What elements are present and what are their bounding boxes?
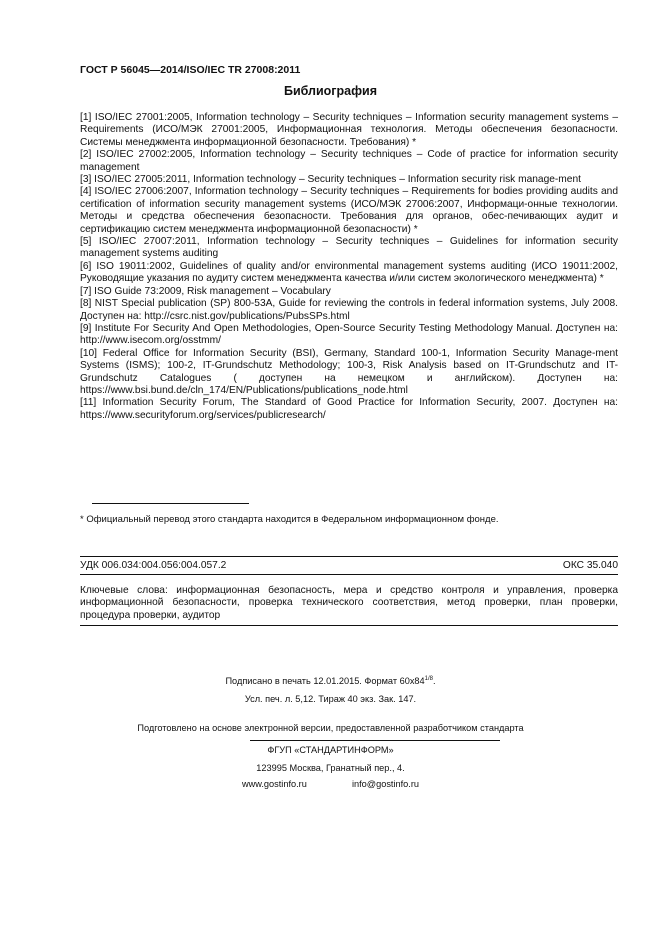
bib-entry: [1] ISO/IEC 27001:2005, Information technology – Security techniques – Information security management systems – Requirements (ИСО/МЭК 27001:2005, Информационная технология. Методы обеспечения безопасности. Системы менеджмента информационной безопасности. Требования) *: [80, 112, 618, 148]
bib-entry: [9] Institute For Security And Open Methodologies, Open-Source Security Testing Methodology Manual. Доступен на: http://www.isecom.org/osstmm/: [80, 322, 618, 347]
udc-bottom-rule: [80, 574, 618, 575]
keywords: Ключевые слова: информационная безопасность, мера и средство контроля и управления, проверка информационной безопасности, проверка технического соответствия, метод проверки, план проверки, процедура проверки, аудитор: [80, 585, 618, 621]
bib-entry: [2] ISO/IEC 27002:2005, Information technology – Security techniques – Code of practice for information security management: [80, 149, 618, 173]
bib-entry: [10] Federal Office for Information Security (BSI), Germany, Standard 100-1, Information Security Manage-ment Systems (ISMS); 100-2, IT-Grundschutz Methodology; 100-3, Risk Analysis based on IT-Grundschutz and IT-Grundschutz Catalogues ( доступен на немецком и английском). Доступен на: https://www.bsi.bund.de/cln_174/EN/Publications/publications_node.html: [80, 347, 618, 396]
page-title: Библиография: [283, 84, 378, 98]
oks-code: ОКС 35.040: [562, 560, 618, 571]
website-link[interactable]: www.gostinfo.ru: [241, 779, 307, 789]
udc-code: УДК 006.034:004.056:004.057.2: [80, 560, 227, 571]
bib-entry: [6] ISO 19011:2002, Guidelines of quality and/or environmental management systems auditing (ИСО 19011:2002, Руководящие указания по аудиту систем менеджмента качества и/или систем экологического менеджмента) *: [80, 260, 618, 285]
footnote: * Официальный перевод этого стандарта находится в Федеральном информационном фонде.: [80, 514, 499, 525]
imprint-contacts: [0, 779, 661, 789]
udc-top-rule: [80, 556, 618, 557]
imprint-address: 123995 Москва, Гранатный пер., 4.: [256, 763, 405, 773]
imprint-publisher: ФГУП «СТАНДАРТИНФОРМ»: [267, 745, 394, 755]
bib-entry: [5] ISO/IEC 27007:2011, Information technology – Security techniques – Guidelines for information security management systems auditing: [80, 236, 618, 260]
bib-entry: [7] ISO Guide 73:2009, Risk management – Vocabulary: [80, 285, 331, 297]
bib-entry: [3] ISO/IEC 27005:2011, Information technology – Security techniques – Information security risk manage-ment: [80, 174, 581, 186]
classification-row: [80, 560, 618, 571]
format-fraction: 1/8: [424, 676, 433, 682]
bib-entry: [8] NIST Special publication (SP) 800-53A, Guide for reviewing the controls in federal information systems, July 2008. Доступен на: http://csrc.nist.gov/publications/PubsSPs.html: [80, 298, 618, 322]
footnote-divider: [92, 503, 249, 504]
bibliography-list: [80, 112, 618, 422]
document-header: ГОСТ Р 56045—2014/ISO/IEC TR 27008:2011: [80, 64, 301, 76]
bib-entry: [11] Information Security Forum, The Standard of Good Practice for Information Security, 2007. Доступен на: https://www.securityforum.org/services/publicresearch/: [80, 397, 618, 421]
imprint-signed: Подписано в печать 12.01.2015. Формат $60x84^{1/8}$.: [225, 676, 436, 687]
email-link[interactable]: info@gostinfo.ru: [351, 779, 420, 789]
bib-entry: [4] ISO/IEC 27006:2007, Information technology – Security techniques – Requirements for bodies providing audits and certification of information security management systems (ИСО/МЭК 27006:2007, Информаци-онные технологии. Методы и средства обеспечения безопасности. Требования для органов, обес-печивающих аудит и сертификацию систем менеджмента информационной безопасности) *: [80, 186, 618, 235]
imprint-print-info: Усл. печ. л. 5,12. Тираж 40 экз. Зак. 147.: [244, 694, 417, 704]
imprint-rule: [250, 740, 500, 741]
imprint-signed-text: Подписано в печать 12.01.2015. Формат 60x84: [225, 676, 425, 687]
keywords-rule: [80, 625, 618, 626]
imprint-prepared: Подготовлено на основе электронной версии, предоставленной разработчиком стандарта: [137, 723, 524, 733]
